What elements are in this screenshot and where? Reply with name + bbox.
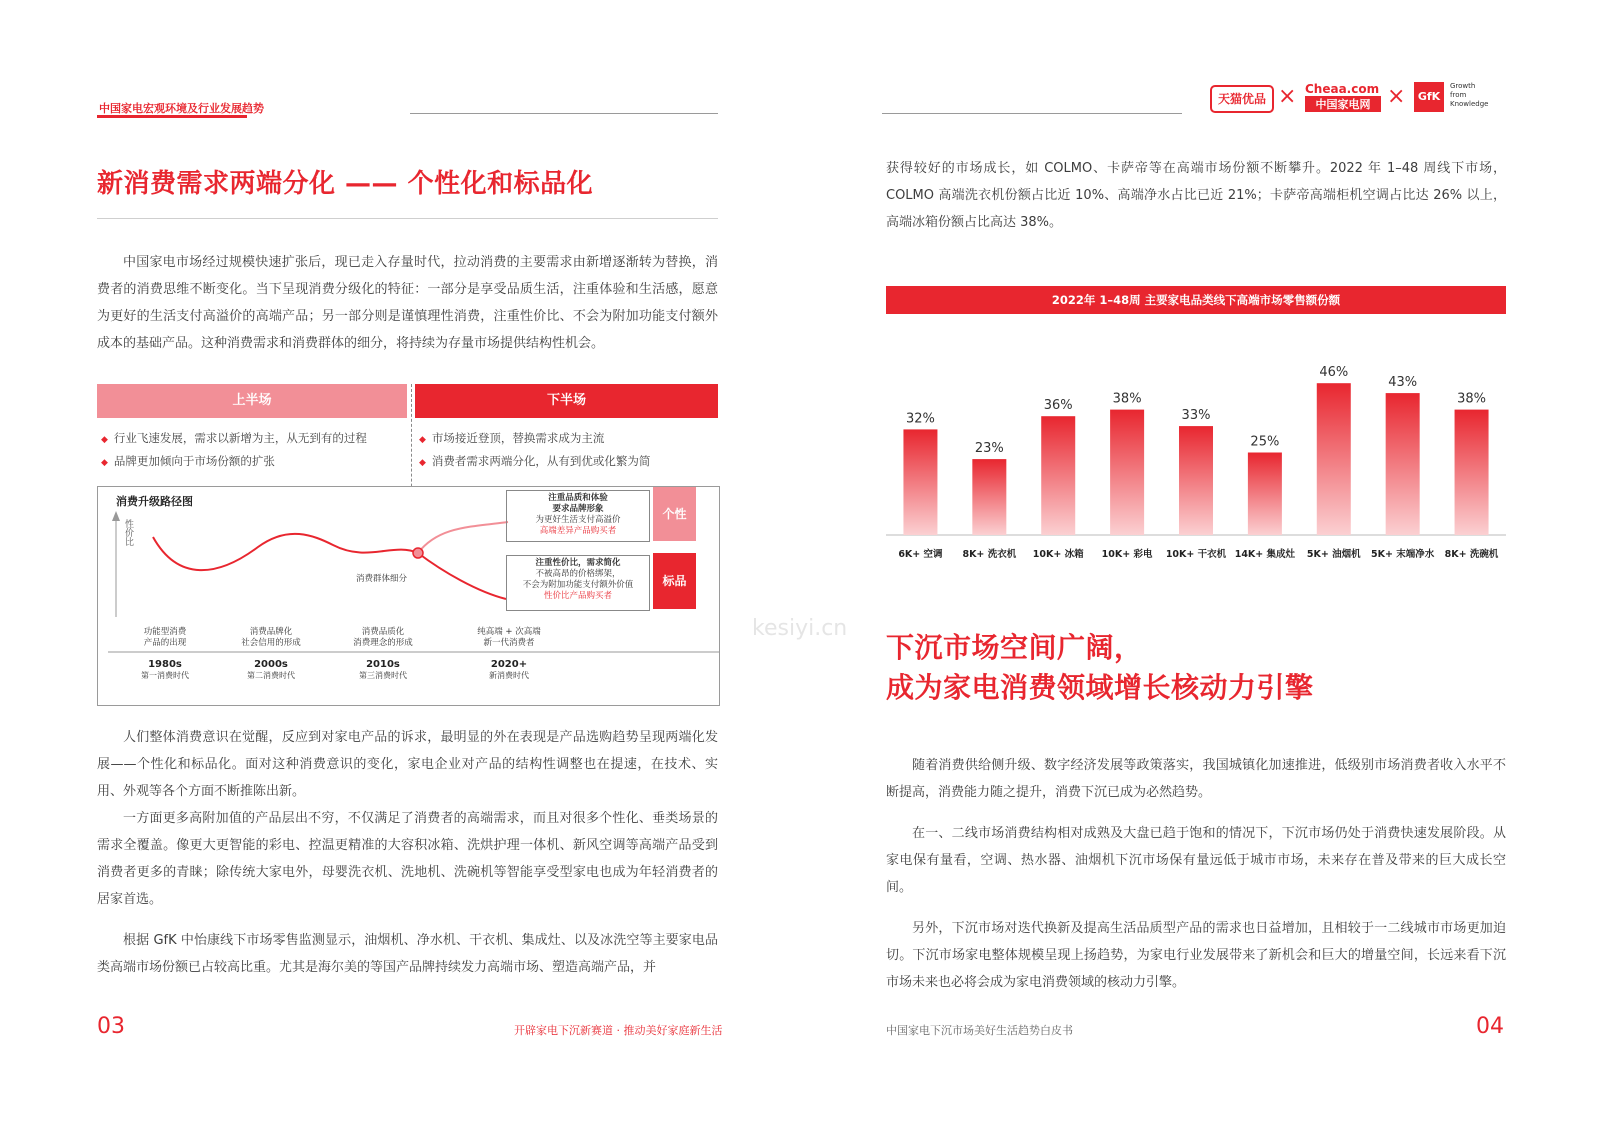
y-axis-arrowhead (112, 511, 120, 521)
phase-first-bullets (101, 428, 367, 474)
intro-paragraph: 中国家电市场经过规模快速扩张后，现已走入存量时代，拉动消费的主要需求由新增逐渐转为替换，消费者的消费思维不断变化。当下呈现消费分级化的特征：一部分是享受品质生活，注重体验和生活感，愿意为更好的生活支付高溢价的高端产品；另一部分则是谨慎理性消费，注重性价比、不会为附加功能支付额外成本的基础产品。这种消费需求和消费群体的细分，将持续为存量市场提供结构性机会。 (97, 255, 718, 351)
left-intro (97, 249, 718, 357)
bar-value-label: 32% (905, 411, 935, 427)
left-header-line (410, 113, 718, 114)
bar-value-label: 38% (1112, 391, 1142, 407)
stage-era: 2000s 第二消费时代 (247, 659, 295, 680)
y-axis-label: 性价比 (123, 519, 133, 546)
bar-value-label: 43% (1388, 375, 1418, 391)
tmall-logo: 天猫优品 (1210, 85, 1274, 113)
bullet-item: ◆ 市场接近登顶，替换需求成为主流 (419, 431, 605, 445)
split-label: 消费群体细分 (356, 574, 408, 584)
consumption-path-diagram (97, 486, 720, 706)
left-title-divider (97, 218, 718, 219)
bar-value-label: 46% (1319, 365, 1349, 381)
personal-tag: 个性 (653, 487, 696, 541)
bullet-item: ◆ 品牌更加倾向于市场份额的扩张 (101, 454, 275, 468)
left-page-title: 新消费需求两端分化 —— 个性化和标品化 (97, 169, 594, 199)
category-label: 10K+ 冰箱 (1032, 549, 1084, 560)
phase-first-header: 上半场 (97, 384, 407, 418)
bullet-item: ◆ 行业飞速发展，需求以新增为主，从无到有的过程 (101, 431, 367, 445)
section-title-line: 成为家电消费领域增长核动力引擎 (886, 671, 1314, 704)
body-paragraph: 一方面更多高附加值的产品层出不穷，不仅满足了消费者的高端需求，而且对很多个性化、垂类场景的需求全覆盖。像更大更智能的彩电、控温更精准的大容积冰箱、洗烘护理一体机、新风空调等高端产品受到消费者更多的青睐；除传统大家电外，母婴洗衣机、洗地机、洗碗机等智能享受型家电也成为年轻消费者的居家首选。 (97, 811, 718, 907)
gfk-logo: GfK (1414, 82, 1444, 112)
right-top-text: 获得较好的市场成长，如 COLMO、卡萨帝等在高端市场份额不断攀升。2022 年 1–48 周线下市场，COLMO 高端洗衣机份额占比近 10%、高端净水占比已近 21%；卡萨帝高端柜机空调占比达 26% 以上，高端冰箱份额占比高达 38%。 (886, 161, 1506, 230)
category-label: 8K+ 洗衣机 (962, 549, 1017, 560)
personal-box: 注重品质和体验 要求品牌形象 为更好生活支付高溢价 高端差异产品购买者 (506, 490, 650, 542)
standard-box: 注重性价比，需求简化 不被高昂的价格绑架， 不会为附加功能支付额外价值 性价比产品购买者 (506, 555, 650, 611)
category-label: 8K+ 洗碗机 (1444, 549, 1499, 560)
category-label: 10K+ 干衣机 (1165, 549, 1227, 560)
bar-4 (1179, 426, 1213, 535)
split-point (413, 548, 423, 558)
diamond-icon: ◆ (101, 458, 108, 468)
category-label: 10K+ 彩电 (1101, 549, 1153, 560)
diamond-icon: ◆ (419, 458, 426, 468)
standard-tag: 标品 (653, 553, 696, 609)
category-label: 14K+ 集成灶 (1234, 549, 1296, 560)
bar-8 (1455, 410, 1489, 535)
stage-desc: 纯高端 + 次高端 新一代消费者 (477, 627, 541, 648)
cross-icon: × (1278, 84, 1297, 109)
logo-group (1210, 80, 1515, 120)
phase-second-bullets (419, 428, 650, 474)
left-footer: 开辟家电下沉新赛道 · 推动美好家庭新生活 (514, 1024, 723, 1037)
chart-title: 2022年 1–48周 主要家电品类线下高端市场零售额份额 (886, 286, 1506, 314)
diagram-title: 消费升级路径图 (116, 495, 193, 508)
right-body (886, 752, 1506, 996)
bar-7 (1386, 393, 1420, 535)
bar-2 (1041, 416, 1075, 535)
bar-5 (1248, 453, 1282, 536)
body-paragraph: 根据 GfK 中怡康线下市场零售监测显示，油烟机、净水机、干衣机、集成灶、以及冰洗空等主要家电品类高端市场份额已占较高比重。尤其是海尔美的等国产品牌持续发力高端市场、塑造高端产品，并 (97, 933, 718, 975)
diamond-icon: ◆ (101, 435, 108, 445)
lower-branch (418, 553, 506, 599)
bar-value-label: 36% (1043, 398, 1073, 414)
stage-desc: 消费品质化 消费理念的形成 (353, 627, 413, 648)
stage-era: 1980s 第一消费时代 (141, 659, 189, 680)
bar-1 (972, 459, 1006, 535)
bar-value-label: 38% (1457, 391, 1487, 407)
bullet-item: ◆ 消费者需求两端分化，从有到优或化繁为简 (419, 454, 651, 468)
bar-6 (1317, 383, 1351, 535)
body-paragraph: 另外，下沉市场对迭代换新及提高生活品质型产品的需求也日益增加，且相较于一二线城市市场更加迫切。下沉市场家电整体规模呈现上扬趋势，为家电行业发展带来了新机会和巨大的增量空间，长远来看下沉市场未来也必将会成为家电消费领域的核动力引擎。 (886, 921, 1506, 990)
bar-chart (886, 320, 1506, 570)
body-paragraph: 随着消费供给侧升级、数字经济发展等政策落实，我国城镇化加速推进，低级别市场消费者收入水平不断提高，消费能力随之提升，消费下沉已成为必然趋势。 (886, 758, 1506, 800)
bar-3 (1110, 410, 1144, 535)
category-label: 5K+ 末端净水 (1371, 549, 1435, 560)
body-paragraph: 在一、二线市场消费结构相对成熟及大盘已趋于饱和的情况下，下沉市场仍处于消费快速发展阶段。从家电保有量看，空调、热水器、油烟机下沉市场保有量远低于城市市场，未来存在普及带来的巨大成长空间。 (886, 826, 1506, 895)
diamond-icon: ◆ (419, 435, 426, 445)
main-curve (153, 534, 418, 570)
cross-icon: × (1387, 84, 1406, 109)
bar-0 (903, 429, 937, 535)
right-footer: 中国家电下沉市场美好生活趋势白皮书 (886, 1024, 1073, 1037)
watermark: kesiyi.cn (752, 616, 848, 641)
left-header-bar (97, 115, 247, 118)
bar-value-label: 33% (1181, 408, 1211, 424)
stage-desc: 消费品牌化 社会信用的形成 (241, 627, 301, 648)
bar-value-label: 25% (1250, 434, 1280, 450)
stage-desc: 功能型消费 产品的出现 (143, 627, 187, 648)
category-label: 6K+ 空调 (898, 549, 943, 560)
cheaa-logo: Cheaa.com 中国家电网 (1305, 82, 1380, 111)
left-page-number: 03 (97, 1014, 125, 1039)
right-page-number: 04 (1476, 1014, 1504, 1039)
right-section-title (886, 628, 1314, 708)
section-title-line: 下沉市场空间广阔， (886, 631, 1143, 664)
upper-branch (418, 522, 508, 553)
category-label: 5K+ 油烟机 (1306, 549, 1361, 560)
left-header-title: 中国家电宏观环境及行业发展趋势 (99, 102, 264, 115)
body-paragraph: 人们整体消费意识在觉醒，反应到对家电产品的诉求，最明显的外在表现是产品选购趋势呈现两端化发展——个性化和标品化。面对这种消费意识的变化，家电企业对产品的结构性调整也在提速，在技术、实用、外观等各个方面不断推陈出新。 (97, 730, 718, 799)
right-header-line (882, 113, 1182, 114)
gfk-tagline: Growth from Knowledge (1450, 82, 1489, 108)
left-body (97, 724, 718, 981)
stage-era: 2010s 第三消费时代 (359, 659, 407, 680)
bar-value-label: 23% (974, 441, 1004, 457)
stage-era: 2020+ 新消费时代 (489, 659, 529, 680)
phase-second-header: 下半场 (415, 384, 718, 418)
